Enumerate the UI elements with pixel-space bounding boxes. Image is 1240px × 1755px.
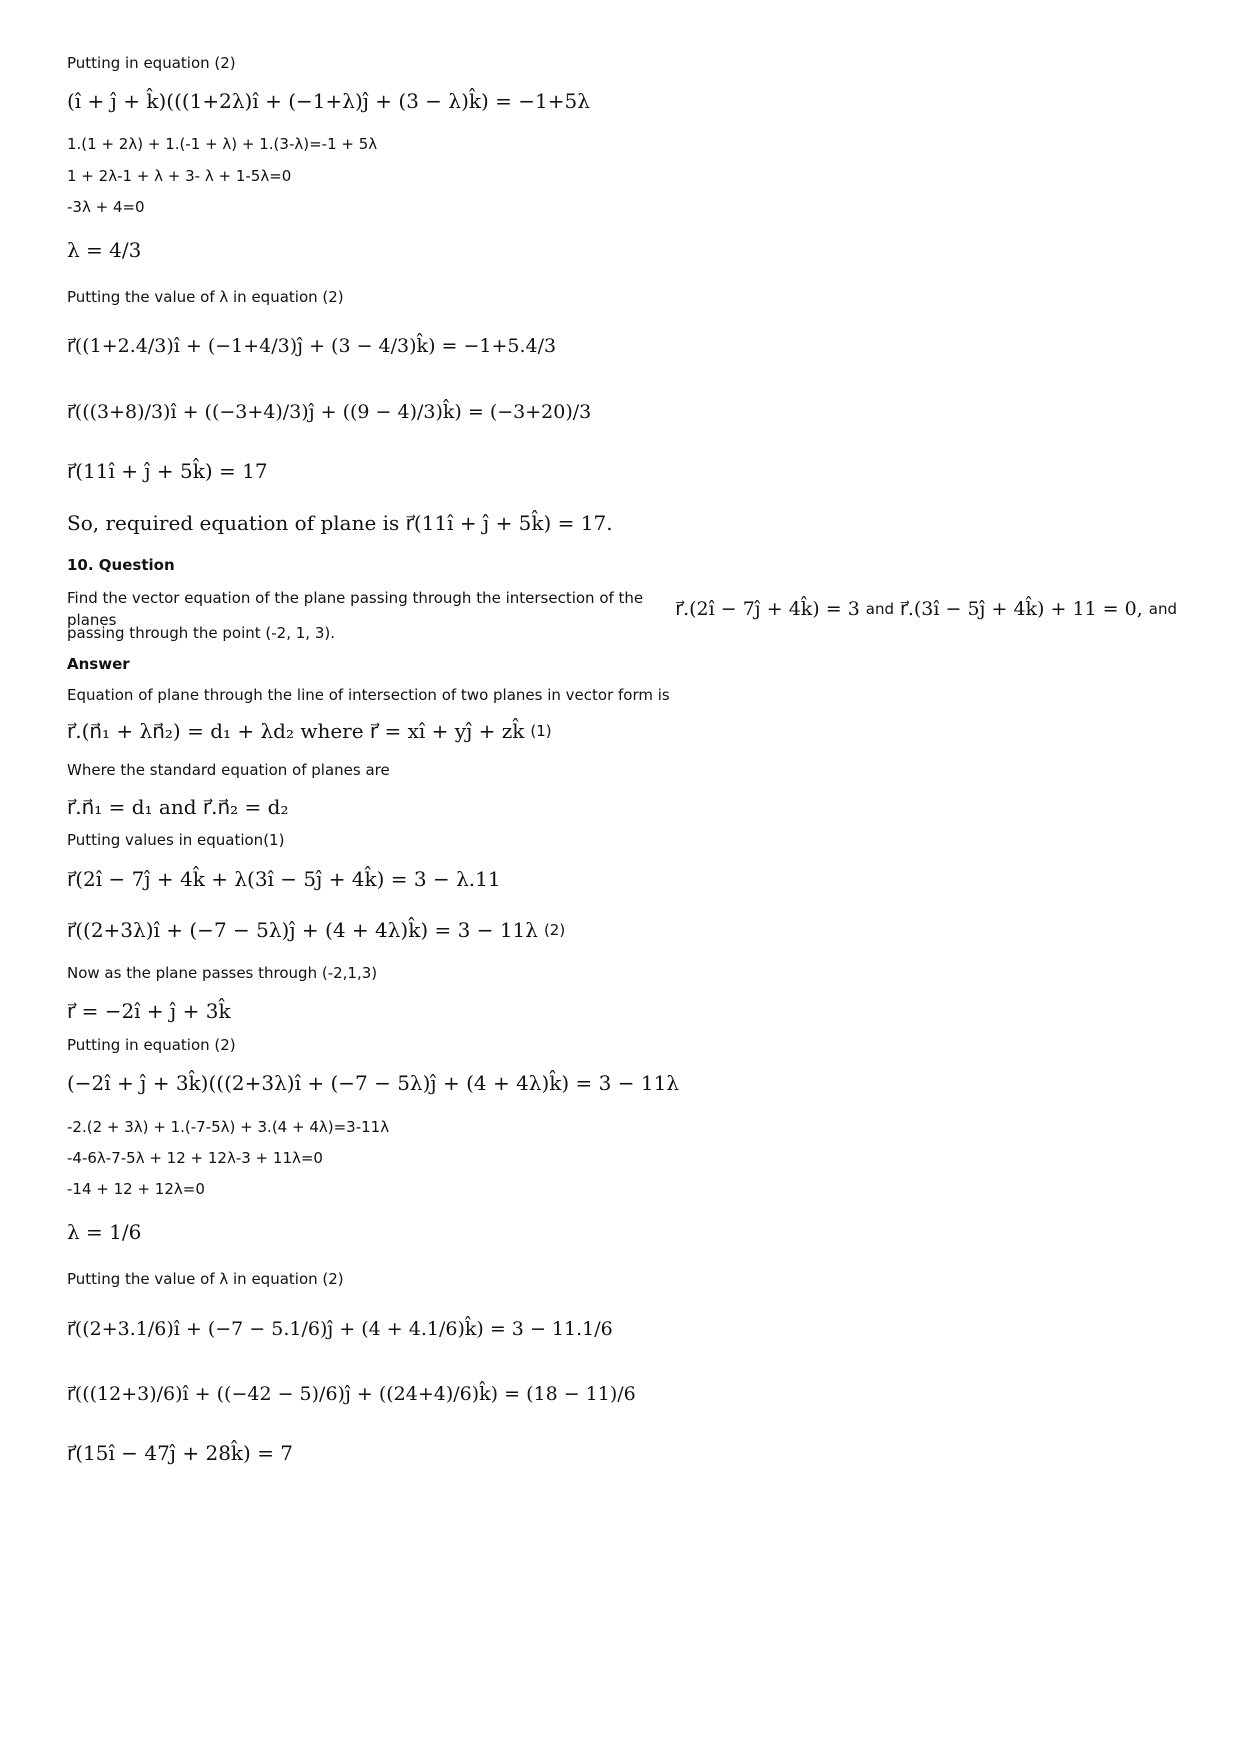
equation: λ = 4/3	[67, 238, 142, 262]
equation-number: (1)	[530, 722, 552, 740]
equation: So, required equation of plane is r⃗(11î + ĵ + 5k̂) = 17.	[67, 511, 613, 535]
text-line: -3λ + 4=0	[67, 198, 145, 216]
equation-number: (2)	[543, 921, 566, 939]
text-line: Putting the value of λ in equation (2)	[67, 1270, 344, 1288]
equation: r⃗(((12+3)/6)î + ((−42 − 5)/6)ĵ + ((24+4)/6)k̂) = (18 − 11)/6	[67, 1383, 636, 1405]
equation-row	[67, 915, 565, 945]
equation: r⃗((2+3λ)î + (−7 − 5λ)ĵ + (4 + 4λ)k̂) = 3 − 11λ	[67, 918, 538, 942]
answer-heading: Answer	[67, 655, 130, 673]
question-text: Find the vector equation of the plane passing through the intersection of the planes	[67, 589, 648, 629]
question-heading: 10. Question	[67, 556, 175, 574]
equation: r⃗.n⃗₁ = d₁ and r⃗.n⃗₂ = d₂	[67, 795, 289, 819]
text-line: Equation of plane through the line of intersection of two planes in vector form is	[67, 686, 670, 704]
equation: r⃗.(n⃗₁ + λn⃗₂) = d₁ + λd₂ where r⃗ = xî + yĵ + zk̂	[67, 719, 525, 743]
text-line: Putting in equation (2)	[67, 54, 236, 72]
equation-row	[67, 716, 552, 746]
equation: r⃗(15î − 47ĵ + 28k̂) = 7	[67, 1441, 294, 1465]
equation: λ = 1/6	[67, 1220, 142, 1244]
text-line: -14 + 12 + 12λ=0	[67, 1180, 205, 1198]
equation: r⃗(2î − 7ĵ + 4k̂ + λ(3î − 5ĵ + 4k̂) = 3 − λ.11	[67, 867, 501, 891]
question-text: and	[1148, 600, 1177, 618]
equation: (î + ĵ + k̂)(((1+2λ)î + (−1+λ)ĵ + (3 − λ)k̂) = −1+5λ	[67, 89, 590, 113]
equation: r⃗((2+3.1/6)î + (−7 − 5.1/6)ĵ + (4 + 4.1/6)k̂) = 3 − 11.1/6	[67, 1318, 613, 1340]
text-line: Now as the plane passes through (-2,1,3)	[67, 964, 378, 982]
text-line: 1 + 2λ-1 + λ + 3- λ + 1-5λ=0	[67, 167, 292, 185]
equation: r⃗((1+2.4/3)î + (−1+4/3)ĵ + (3 − 4/3)k̂) = −1+5.4/3	[67, 335, 557, 357]
text-line: Putting in equation (2)	[67, 1036, 236, 1054]
question-text: passing through the point (-2, 1, 3).	[67, 624, 336, 642]
equation: r⃗.(2î − 7ĵ + 4k̂) = 3	[675, 598, 860, 620]
equation: r⃗(((3+8)/3)î + ((−3+4)/3)ĵ + ((9 − 4)/3)k̂) = (−3+20)/3	[67, 401, 592, 423]
question-text: and	[865, 600, 895, 618]
text-line: Putting the value of λ in equation (2)	[67, 288, 344, 306]
equation: r⃗(11î + ĵ + 5k̂) = 17	[67, 459, 268, 483]
text-line: Where the standard equation of planes are	[67, 761, 390, 779]
equation: (−2î + ĵ + 3k̂)(((2+3λ)î + (−7 − 5λ)ĵ + (4 + 4λ)k̂) = 3 − 11λ	[67, 1071, 679, 1095]
text-line: -2.(2 + 3λ) + 1.(-7-5λ) + 3.(4 + 4λ)=3-11λ	[67, 1118, 390, 1136]
equation: r⃗.(3î − 5ĵ + 4k̂) + 11 = 0,	[900, 598, 1143, 620]
text-line: Putting values in equation(1)	[67, 831, 285, 849]
text-line: 1.(1 + 2λ) + 1.(-1 + λ) + 1.(3-λ)=-1 + 5λ	[67, 135, 378, 153]
text-line: -4-6λ-7-5λ + 12 + 12λ-3 + 11λ=0	[67, 1149, 323, 1167]
equation: r⃗ = −2î + ĵ + 3k̂	[67, 999, 231, 1023]
